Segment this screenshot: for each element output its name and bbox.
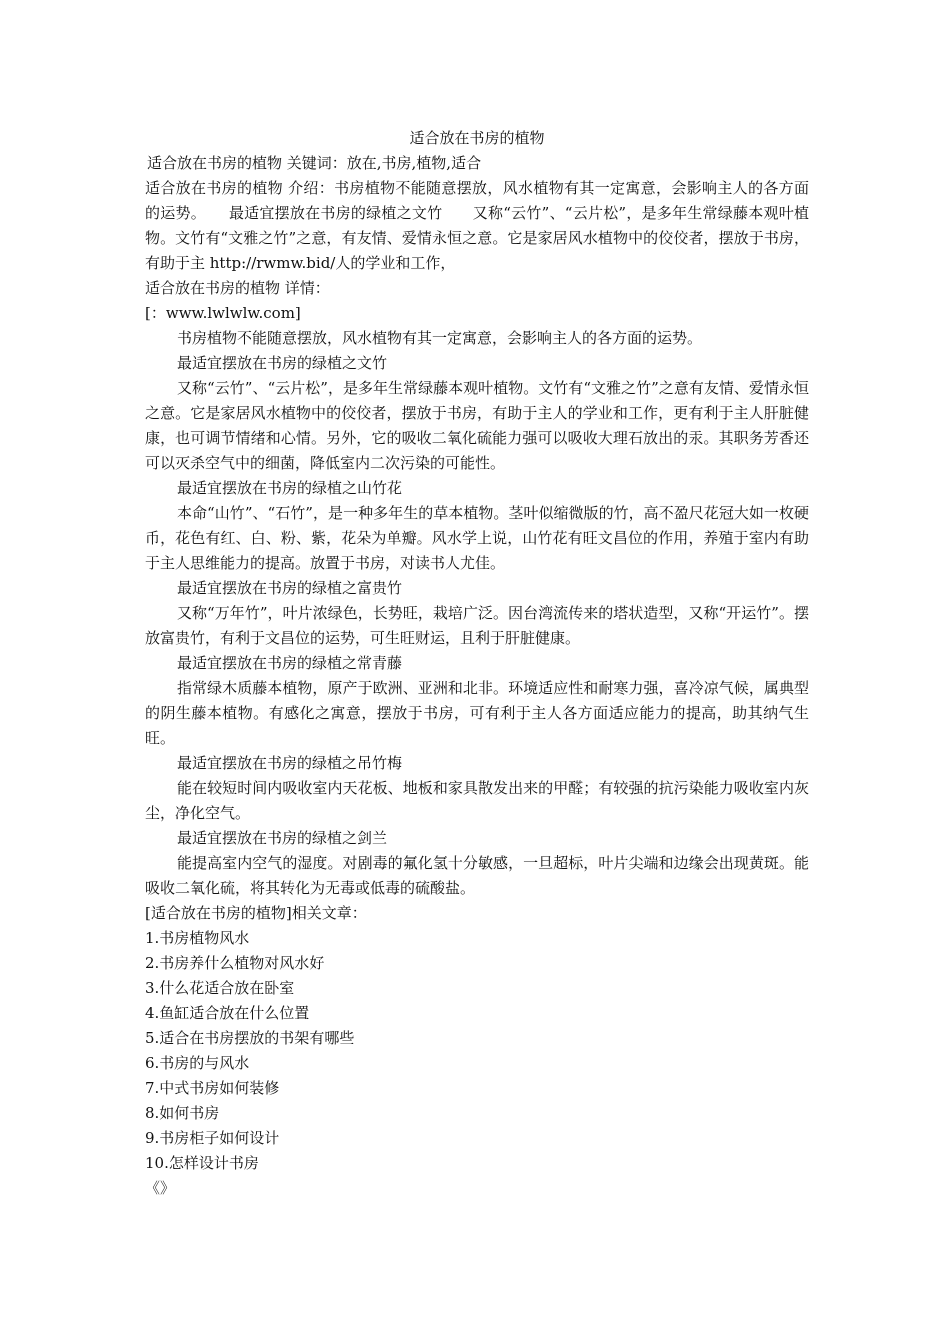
related-item[interactable]: 10.怎样设计书房 [145, 1154, 259, 1172]
related-item[interactable]: 6.书房的与风水 [145, 1054, 250, 1072]
body-paragraph: 本命“山竹”、“石竹”，是一种多年生的草本植物。茎叶似缩微版的竹，高不盈尺花冠大如一枚硬币，花色有红、白、粉、紫，花朵为单瓣。风水学上说，山竹花有旺文昌位的作用，养殖于室内有助于主人思维能力的提高。放置于书房，对读书人尤佳。 [145, 504, 809, 572]
detail-label: 适合放在书房的植物 详情： [145, 279, 330, 297]
footer-mark: 《》 [145, 1179, 176, 1197]
related-item[interactable]: 3.什么花适合放在卧室 [145, 979, 295, 997]
related-item[interactable]: 2.书房养什么植物对风水好 [145, 954, 325, 972]
section-heading: 最适宜摆放在书房的绿植之山竹花 [177, 479, 403, 497]
body-paragraph: 指常绿木质藤本植物，原产于欧洲、亚洲和北非。环境适应性和耐寒力强，喜冷凉气候，属典型的阴生藤本植物。有感化之寓意，摆放于书房，可有利于主人各方面适应能力的提高，助其纳气生旺。 [145, 679, 809, 747]
body-paragraph: 能在较短时间内吸收室内天花板、地板和家具散发出来的甲醛；有较强的抗污染能力吸收室内灰尘，净化空气。 [145, 779, 809, 822]
related-item[interactable]: 9.书房柜子如何设计 [145, 1129, 280, 1147]
related-item[interactable]: 1.书房植物风水 [145, 929, 250, 947]
body-paragraph: 又称“万年竹”，叶片浓绿色，长势旺，栽培广泛。因台湾流传来的塔状造型，又称“开运竹”。摆放富贵竹，有利于文昌位的运势，可生旺财运，且利于肝脏健康。 [145, 604, 809, 647]
keywords-line: 适合放在书房的植物 关键词：放在,书房,植物,适合 [147, 154, 482, 172]
section-heading: 最适宜摆放在书房的绿植之剑兰 [177, 829, 388, 847]
body-paragraph: 能提高室内空气的湿度。对剧毒的氟化氢十分敏感，一旦超标，叶片尖端和边缘会出现黄斑。能吸收二氧化硫，将其转化为无毒或低毒的硫酸盐。 [145, 854, 809, 897]
body-paragraph: 书房植物不能随意摆放，风水植物有其一定寓意，会影响主人的各方面的运势。 [177, 329, 703, 347]
section-heading: 最适宜摆放在书房的绿植之文竹 [177, 354, 388, 372]
related-header: [适合放在书房的植物]相关文章： [145, 904, 367, 922]
related-item[interactable]: 8.如何书房 [145, 1104, 220, 1122]
intro-paragraph: 适合放在书房的植物 介绍：书房植物不能随意摆放，风水植物有其一定寓意，会影响主人的各方面的运势。 最适宜摆放在书房的绿植之文竹 又称“云竹”、“云片松”，是多年生常绿藤本观叶植物。文竹有“文雅之竹”之意，有友情、爱情永恒之意。它是家居风水植物中的佼佼者，摆放于书房，有助于主 http://rwmw.bid/人的学业和工作， [145, 179, 809, 272]
related-item[interactable]: 7.中式书房如何装修 [145, 1079, 280, 1097]
document-title: 适合放在书房的植物 [409, 129, 545, 147]
section-heading: 最适宜摆放在书房的绿植之常青藤 [177, 654, 403, 672]
related-item[interactable]: 5.适合在书房摆放的书架有哪些 [145, 1029, 355, 1047]
related-item[interactable]: 4.鱼缸适合放在什么位置 [145, 1004, 310, 1022]
body-paragraph: 又称“云竹”、“云片松”，是多年生常绿藤本观叶植物。文竹有“文雅之竹”之意有友情、爱情永恒之意。它是家居风水植物中的佼佼者，摆放于书房，有助于主人的学业和工作，更有利于主人肝脏健康，也可调节情绪和心情。另外，它的吸收二氧化硫能力强可以吸收大理石放出的汞。其职务芳香还可以灭杀空气中的细菌，降低室内二次污染的可能性。 [145, 379, 809, 472]
section-heading: 最适宜摆放在书房的绿植之吊竹梅 [177, 754, 403, 772]
related-list [145, 926, 809, 1176]
document-page [145, 126, 809, 1201]
source-link[interactable]: [：www.lwlwlw.com] [145, 304, 301, 322]
section-heading: 最适宜摆放在书房的绿植之富贵竹 [177, 579, 403, 597]
